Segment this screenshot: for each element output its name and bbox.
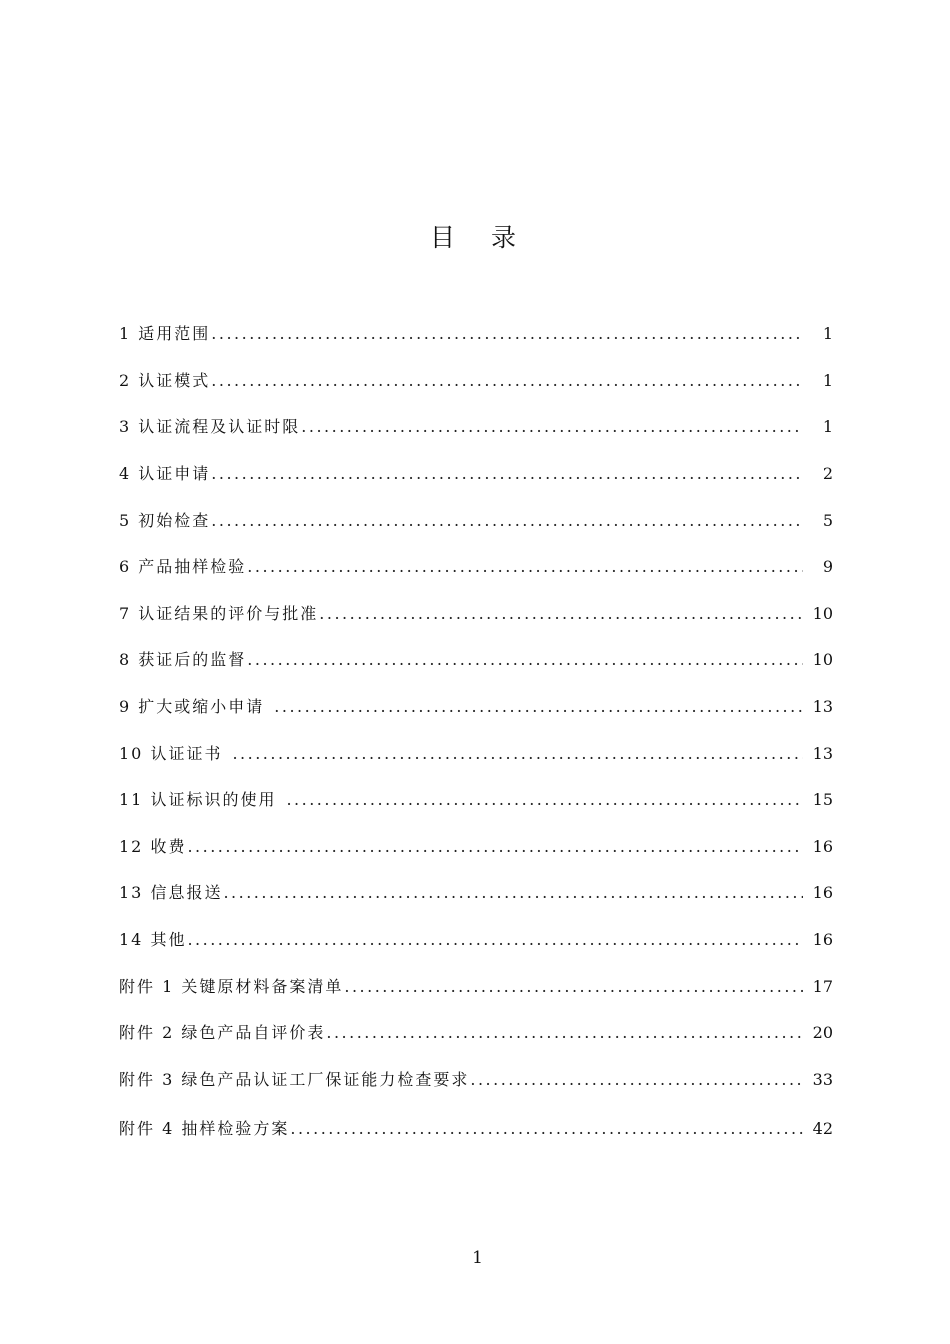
toc-entry-label: 2 认证模式 <box>119 371 211 390</box>
toc-entry-page: 16 <box>812 930 833 949</box>
toc-entry[interactable] <box>119 368 833 392</box>
toc-entry-label: 5 初始检查 <box>119 511 211 530</box>
toc-entry-page: 16 <box>812 883 833 902</box>
toc-dot-leader <box>470 1070 802 1089</box>
toc-entry-page: 20 <box>812 1023 833 1042</box>
toc-entry-page: 1 <box>822 417 833 436</box>
toc-entry-page: 17 <box>812 977 833 996</box>
toc-dot-leader <box>326 1023 802 1042</box>
toc-entry-label: 附件 3 绿色产品认证工厂保证能力检查要求 <box>119 1070 470 1089</box>
toc-entry-page: 2 <box>822 464 833 483</box>
toc-entry[interactable] <box>119 508 833 532</box>
toc-dot-leader <box>274 697 802 716</box>
toc-dot-leader <box>211 371 803 390</box>
toc-entry-label: 13 信息报送 <box>119 883 223 902</box>
toc-dot-leader <box>286 790 802 809</box>
toc-entry-page: 1 <box>822 371 833 390</box>
toc-title: 目 录 <box>430 223 530 252</box>
toc-dot-leader <box>290 1119 802 1138</box>
toc-dot-leader <box>232 744 802 763</box>
toc-entry-page: 10 <box>812 604 833 623</box>
toc-entry[interactable] <box>119 414 833 438</box>
toc-entry-label: 附件 2 绿色产品自评价表 <box>119 1023 326 1042</box>
toc-dot-leader <box>301 417 803 436</box>
toc-entry-page: 15 <box>812 790 833 809</box>
toc-dot-leader <box>247 650 802 669</box>
toc-entry-label: 12 收费 <box>119 837 187 856</box>
toc-entry[interactable] <box>119 321 833 345</box>
toc-entry[interactable] <box>119 834 833 858</box>
toc-entry-page: 5 <box>822 511 833 530</box>
toc-entry-page: 1 <box>822 324 833 343</box>
toc-entry-label: 9 扩大或缩小申请 <box>119 697 265 716</box>
toc-entry-label: 6 产品抽样检验 <box>119 557 247 576</box>
toc-entry-page: 42 <box>812 1119 833 1138</box>
toc-entry[interactable] <box>119 1067 833 1091</box>
toc-entry-page: 33 <box>812 1070 833 1089</box>
toc-entry-page: 9 <box>822 557 833 576</box>
toc-entry[interactable] <box>119 461 833 485</box>
toc-entry-label: 3 认证流程及认证时限 <box>119 417 301 436</box>
toc-entry-label: 11 认证标识的使用 <box>119 790 277 809</box>
toc-entry-label: 1 适用范围 <box>119 324 211 343</box>
toc-dot-leader <box>319 604 802 623</box>
toc-entry-label: 4 认证申请 <box>119 464 211 483</box>
toc-entry-label: 8 获证后的监督 <box>119 650 247 669</box>
toc-entry[interactable] <box>119 1020 833 1044</box>
toc-dot-leader <box>187 930 802 949</box>
toc-entry[interactable] <box>119 741 833 765</box>
toc-entry[interactable] <box>119 787 833 811</box>
toc-dot-leader <box>211 324 803 343</box>
toc-dot-leader <box>187 837 802 856</box>
toc-entry-page: 13 <box>812 744 833 763</box>
toc-entry-page: 13 <box>812 697 833 716</box>
toc-entry[interactable] <box>119 694 833 718</box>
toc-entry-page: 16 <box>812 837 833 856</box>
toc-entry-label: 14 其他 <box>119 930 187 949</box>
toc-entry-label: 10 认证证书 <box>119 744 223 763</box>
toc-entry[interactable] <box>119 974 833 998</box>
page-number: 1 <box>472 1248 483 1268</box>
toc-entry[interactable] <box>119 880 833 904</box>
toc-entry-label: 附件 1 关键原材料备案清单 <box>119 977 344 996</box>
toc-dot-leader <box>211 464 803 483</box>
toc-entry-label: 附件 4 抽样检验方案 <box>119 1119 290 1138</box>
toc-entry[interactable] <box>119 1116 833 1140</box>
toc-entry[interactable] <box>119 601 833 625</box>
toc-entry[interactable] <box>119 927 833 951</box>
toc-dot-leader <box>247 557 803 576</box>
toc-entry-label: 7 认证结果的评价与批准 <box>119 604 319 623</box>
toc-dot-leader <box>223 883 802 902</box>
toc-dot-leader <box>211 511 803 530</box>
toc-entry[interactable] <box>119 647 833 671</box>
toc-entry-page: 10 <box>812 650 833 669</box>
toc-entry[interactable] <box>119 554 833 578</box>
toc-dot-leader <box>344 977 802 996</box>
